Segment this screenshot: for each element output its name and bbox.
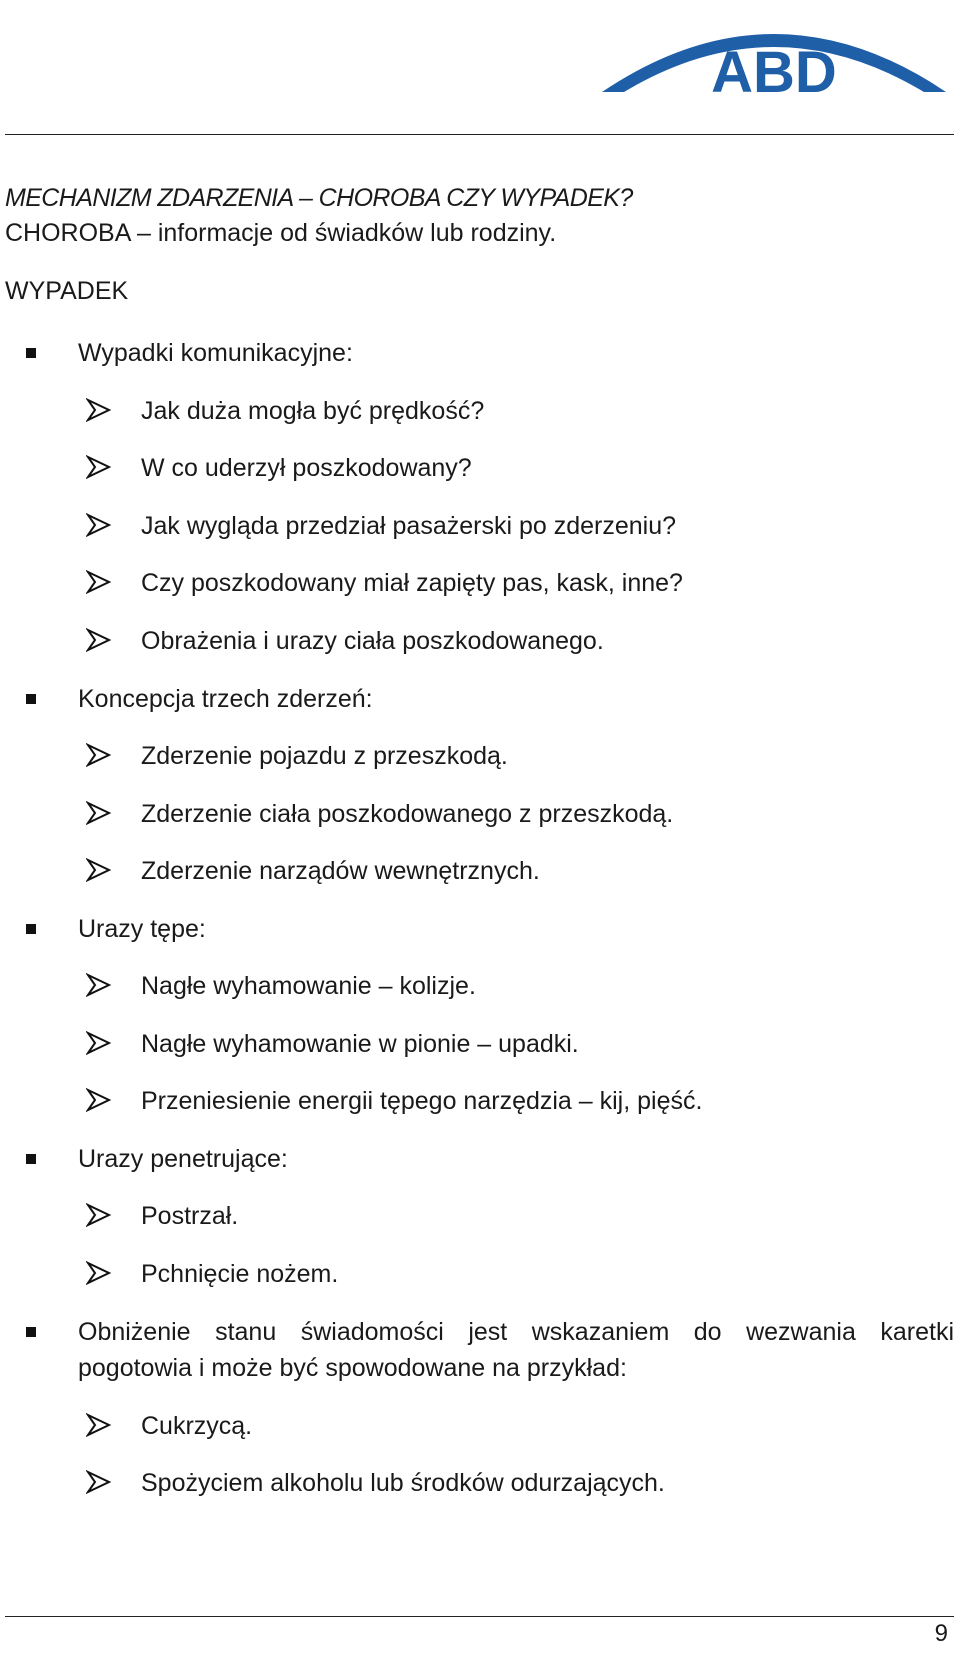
list-item: Nagłe wyhamowanie w pionie – upadki. — [141, 1030, 579, 1058]
arrow-bullet-icon — [86, 1470, 112, 1494]
choroba-text: CHOROBA – informacje od świadków lub rodziny. — [5, 219, 557, 247]
arrow-bullet-icon — [86, 513, 112, 537]
arrow-bullet-icon — [86, 1203, 112, 1227]
square-bullet-icon — [26, 924, 36, 934]
section-label-line: Obniżenie stanu świadomości jest wskazaniem do wezwania karetki — [78, 1318, 954, 1346]
section-label: Wypadki komunikacyjne: — [78, 339, 353, 367]
arrow-bullet-icon — [86, 1088, 112, 1112]
square-bullet-icon — [26, 1327, 36, 1337]
page-number: 9 — [934, 1620, 948, 1647]
square-bullet-icon — [26, 694, 36, 704]
arrow-bullet-icon — [86, 398, 112, 422]
arrow-bullet-icon — [86, 1413, 112, 1437]
arrow-bullet-icon — [86, 973, 112, 997]
square-bullet-icon — [26, 348, 36, 358]
list-item: Obrażenia i urazy ciała poszkodowanego. — [141, 627, 604, 655]
list-item: Spożyciem alkoholu lub środków odurzających. — [141, 1469, 665, 1497]
arrow-bullet-icon — [86, 455, 112, 479]
list-item: Zderzenie narządów wewnętrznych. — [141, 857, 540, 885]
section-label: Koncepcja trzech zderzeń: — [78, 685, 373, 713]
list-item: Postrzał. — [141, 1202, 239, 1230]
arrow-bullet-icon — [86, 628, 112, 652]
list-item: Cukrzycą. — [141, 1412, 253, 1440]
footer-rule — [5, 1616, 954, 1617]
list-item: Czy poszkodowany miał zapięty pas, kask, inne? — [141, 569, 683, 597]
list-item: Nagłe wyhamowanie – kolizje. — [141, 972, 476, 1000]
square-bullet-icon — [26, 1154, 36, 1164]
list-item: Przeniesienie energii tępego narzędzia – kij, pięść. — [141, 1087, 703, 1115]
list-item: Jak wygląda przedział pasażerski po zderzeniu? — [141, 512, 677, 540]
wypadek-heading: WYPADEK — [5, 277, 129, 305]
section-label: Urazy tępe: — [78, 915, 206, 943]
arrow-bullet-icon — [86, 570, 112, 594]
arrow-bullet-icon — [86, 801, 112, 825]
arrow-bullet-icon — [86, 743, 112, 767]
header-rule — [5, 134, 954, 135]
arrow-bullet-icon — [86, 1261, 112, 1285]
list-item: Zderzenie pojazdu z przeszkodą. — [141, 742, 508, 770]
list-item: Jak duża mogła być prędkość? — [141, 397, 485, 425]
page-heading: MECHANIZM ZDARZENIA – CHOROBA CZY WYPADEK? — [5, 184, 633, 212]
abd-logo — [598, 6, 950, 96]
list-item: Zderzenie ciała poszkodowanego z przeszkodą. — [141, 800, 674, 828]
arrow-bullet-icon — [86, 858, 112, 882]
logo-text: ABD — [711, 40, 837, 96]
section-label: Urazy penetrujące: — [78, 1145, 288, 1173]
list-item: W co uderzył poszkodowany? — [141, 454, 472, 482]
arrow-bullet-icon — [86, 1031, 112, 1055]
list-item: Pchnięcie nożem. — [141, 1260, 339, 1288]
section-label-line: pogotowia i może być spowodowane na przykład: — [78, 1354, 627, 1382]
